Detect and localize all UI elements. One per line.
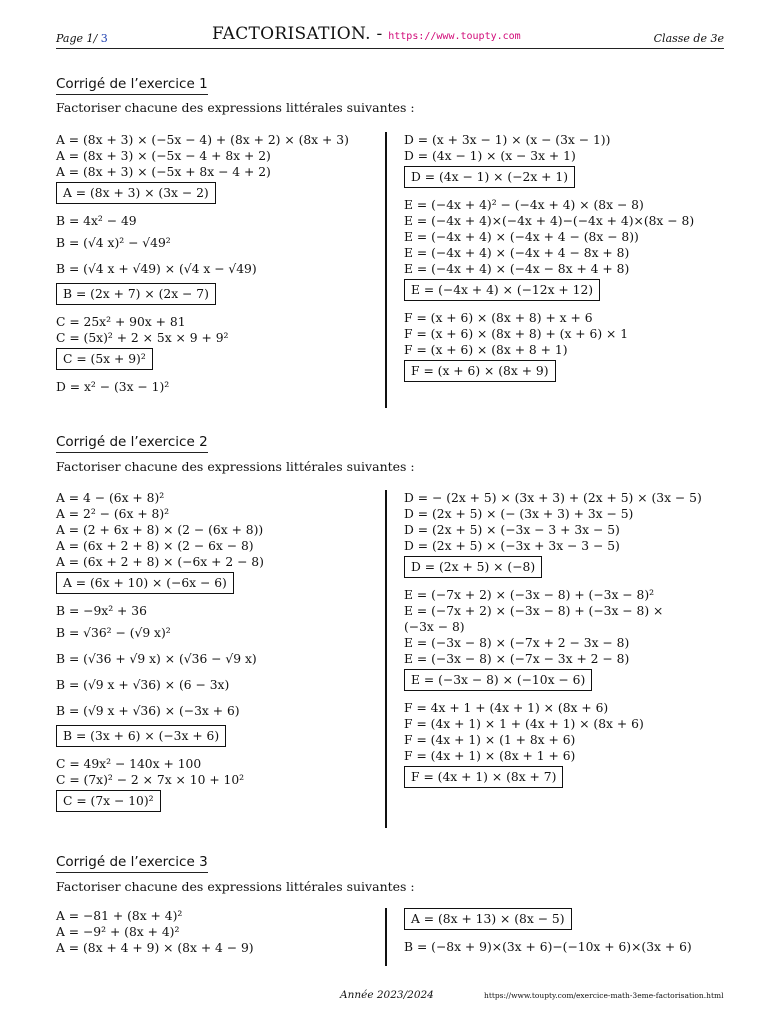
header-divider (56, 48, 724, 49)
answer-box: A = (8x + 13) × (8x − 5) (404, 908, 572, 930)
math-line: C = (5x)² + 2 × 5x × 9 + 9² (56, 331, 229, 345)
math-line: E = (−4x + 4) × (−4x + 4 − (8x − 8)) (404, 230, 639, 244)
column-divider (385, 490, 387, 828)
answer-box: C = (7x − 10)² (56, 790, 161, 812)
answer-box: B = (3x + 6) × (−3x + 6) (56, 725, 226, 747)
math-line: E = (−3x − 8) × (−7x + 2 − 3x − 8) (404, 636, 630, 650)
math-line: B = (√4 x + √49) × (√4 x − √49) (56, 262, 257, 276)
answer-box: A = (6x + 10) × (−6x − 6) (56, 572, 234, 594)
math-line: E = (−3x − 8) × (−7x − 3x + 2 − 8) (404, 652, 630, 666)
section-1-right-column (404, 132, 694, 384)
math-line: B = (√9 x + √36) × (−3x + 6) (56, 704, 240, 718)
section-1-intro: Factoriser chacune des expressions littérales suivantes : (56, 100, 415, 115)
math-line: (−3x − 8) (404, 620, 465, 634)
math-line: D = x² − (3x − 1)² (56, 380, 170, 394)
answer-box: E = (−4x + 4) × (−12x + 12) (404, 279, 600, 301)
section-3-title: Corrigé de l’exercice 3 (56, 854, 208, 873)
math-line: A = (8x + 3) × (−5x − 4 + 8x + 2) (56, 149, 271, 163)
math-line: D = (2x + 5) × (−3x − 3 + 3x − 5) (404, 523, 620, 537)
answer-box: E = (−3x − 8) × (−10x − 6) (404, 669, 592, 691)
section-1-left-column (56, 132, 349, 395)
math-line: B = (√36 + √9 x) × (√36 − √9 x) (56, 652, 257, 666)
math-line: D = − (2x + 5) × (3x + 3) + (2x + 5) × (3x − 5) (404, 491, 702, 505)
column-divider (385, 908, 387, 966)
math-line: D = (4x − 1) × (x − 3x + 1) (404, 149, 576, 163)
math-line: F = (x + 6) × (8x + 8) + (x + 6) × 1 (404, 327, 629, 341)
math-line: A = 2² − (6x + 8)² (56, 507, 170, 521)
header-url-link[interactable]: https://www.toupty.com (388, 31, 521, 42)
footer-year: Année 2023/2024 (340, 989, 434, 1001)
math-line: C = 25x² + 90x + 81 (56, 315, 186, 329)
answer-box: D = (2x + 5) × (−8) (404, 556, 542, 578)
math-line: F = (4x + 1) × (1 + 8x + 6) (404, 733, 576, 747)
column-divider (385, 132, 387, 408)
answer-box: C = (5x + 9)² (56, 348, 153, 370)
math-line: F = (4x + 1) × (8x + 1 + 6) (404, 749, 576, 763)
answer-box: F = (4x + 1) × (8x + 7) (404, 766, 563, 788)
page-total-link[interactable]: 3 (100, 32, 108, 45)
math-line: E = (−7x + 2) × (−3x − 8) + (−3x − 8) × (404, 604, 664, 618)
answer-box: D = (4x − 1) × (−2x + 1) (404, 166, 575, 188)
page-header (56, 26, 724, 48)
math-line: C = (7x)² − 2 × 7x × 10 + 10² (56, 773, 245, 787)
math-line: E = (−4x + 4) × (−4x − 8x + 4 + 8) (404, 262, 630, 276)
class-label: Classe de 3e (653, 32, 724, 45)
math-line: A = −81 + (8x + 4)² (56, 909, 183, 923)
footer-url-link[interactable]: https://www.toupty.com/exercice-math-3eme-factorisation.html (484, 991, 724, 1000)
document-title (212, 24, 521, 44)
math-line: C = 49x² − 140x + 100 (56, 757, 202, 771)
math-line: A = (2 + 6x + 8) × (2 − (6x + 8)) (56, 523, 264, 537)
page-indicator (56, 32, 108, 45)
math-line: F = (x + 6) × (8x + 8) + x + 6 (404, 311, 593, 325)
math-line: A = 4 − (6x + 8)² (56, 491, 165, 505)
section-2-intro: Factoriser chacune des expressions littérales suivantes : (56, 459, 415, 474)
section-3-left-column (56, 908, 254, 956)
math-line: A = (6x + 2 + 8) × (−6x + 2 − 8) (56, 555, 264, 569)
answer-box: B = (2x + 7) × (2x − 7) (56, 283, 216, 305)
math-line: E = (−4x + 4)² − (−4x + 4) × (8x − 8) (404, 198, 644, 212)
section-3-right-column (404, 906, 692, 955)
math-line: D = (2x + 5) × (−3x + 3x − 3 − 5) (404, 539, 620, 553)
section-2-title: Corrigé de l’exercice 2 (56, 434, 208, 453)
math-line: A = −9² + (8x + 4)² (56, 925, 180, 939)
math-line: F = 4x + 1 + (4x + 1) × (8x + 6) (404, 701, 609, 715)
math-line: D = (2x + 5) × (− (3x + 3) + 3x − 5) (404, 507, 634, 521)
math-line: E = (−4x + 4) × (−4x + 4 − 8x + 8) (404, 246, 630, 260)
answer-box: F = (x + 6) × (8x + 9) (404, 360, 556, 382)
math-line: B = (√4 x)² − √49² (56, 236, 171, 250)
math-line: A = (8x + 4 + 9) × (8x + 4 − 9) (56, 941, 254, 955)
math-line: D = (x + 3x − 1) × (x − (3x − 1)) (404, 133, 611, 147)
section-2-right-column (404, 490, 702, 790)
math-line: A = (8x + 3) × (−5x − 4) + (8x + 2) × (8x + 3) (56, 133, 349, 147)
math-line: B = √36² − (√9 x)² (56, 626, 171, 640)
page-label: Page 1/ (56, 32, 98, 45)
math-line: B = 4x² − 49 (56, 214, 137, 228)
math-line: A = (6x + 2 + 8) × (2 − 6x − 8) (56, 539, 254, 553)
math-line: F = (4x + 1) × 1 + (4x + 1) × (8x + 6) (404, 717, 644, 731)
math-line: A = (8x + 3) × (−5x + 8x − 4 + 2) (56, 165, 271, 179)
math-line: B = (√9 x + √36) × (6 − 3x) (56, 678, 230, 692)
math-line: E = (−4x + 4)×(−4x + 4)−(−4x + 4)×(8x − 8) (404, 214, 695, 228)
math-line: B = −9x² + 36 (56, 604, 147, 618)
section-1-title: Corrigé de l’exercice 1 (56, 76, 208, 95)
section-3-intro: Factoriser chacune des expressions littérales suivantes : (56, 879, 415, 894)
math-line: E = (−7x + 2) × (−3x − 8) + (−3x − 8)² (404, 588, 655, 602)
math-line: B = (−8x + 9)×(3x + 6)−(−10x + 6)×(3x + 6) (404, 940, 692, 954)
title-text: FACTORISATION. - (212, 24, 383, 44)
answer-box: A = (8x + 3) × (3x − 2) (56, 182, 216, 204)
section-2-left-column (56, 490, 264, 814)
math-line: F = (x + 6) × (8x + 8 + 1) (404, 343, 568, 357)
